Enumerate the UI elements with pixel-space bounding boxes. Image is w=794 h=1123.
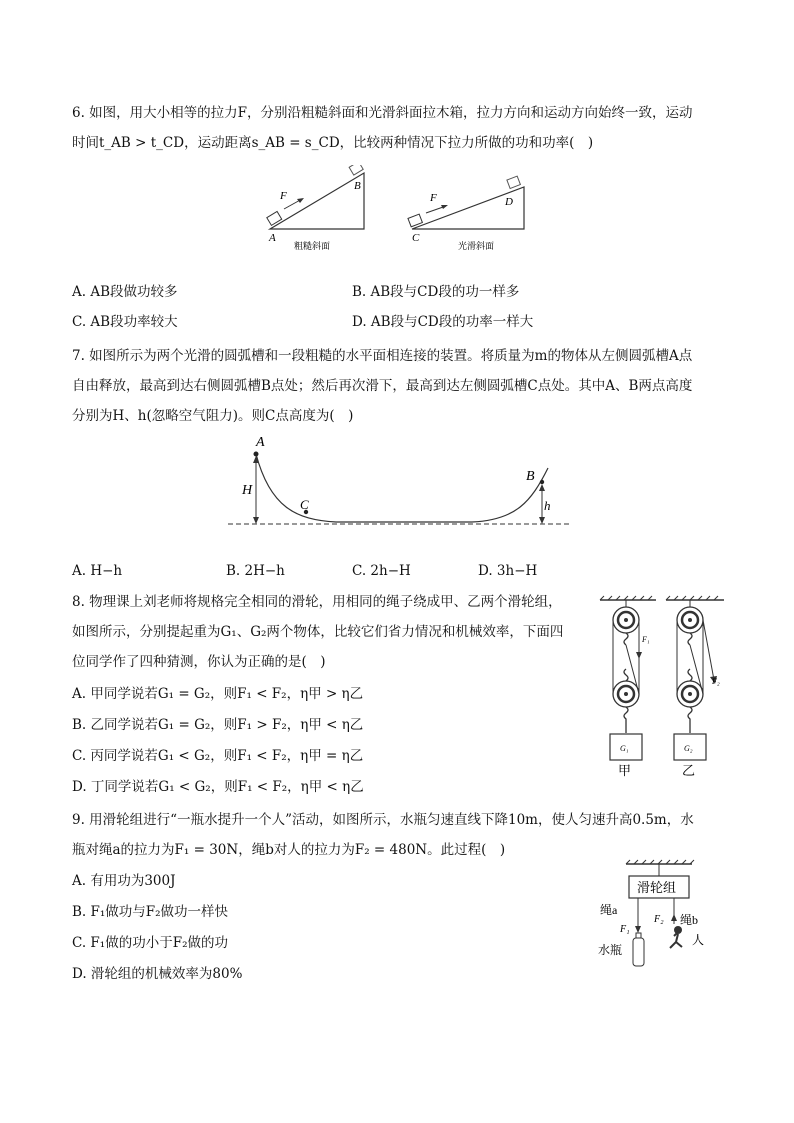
q6-stem-line1: 6. 如图，用大小相等的拉力F，分别沿粗糙斜面和光滑斜面拉木箱，拉力方向和运动方向始终一致，运动 — [72, 105, 693, 121]
q8-option-a: A. 甲同学说若G₁ = G₂，则F₁ < F₂，η甲 > η乙 — [72, 686, 364, 702]
q7-option-c: C. 2h−H — [352, 563, 411, 579]
q8-option-d: D. 丁同学说若G₁ < G₂，则F₁ < F₂，η甲 < η乙 — [72, 779, 364, 795]
q7-label-h-big: H — [242, 483, 253, 498]
q8-label-g1: G₁ — [620, 744, 629, 753]
q6-label-f2: F — [430, 192, 437, 204]
q6-option-d: D. AB段与CD段的功率一样大 — [352, 314, 534, 330]
q9-option-d: D. 滑轮组的机械效率为80% — [72, 966, 243, 982]
q8-stem-line2: 如图所示，分别提起重为G₁、G₂两个物体，比较它们省力情况和机械效率，下面四 — [72, 624, 564, 640]
q7-track-figure — [226, 432, 572, 532]
q7-option-d: D. 3h−H — [478, 563, 538, 579]
q8-label-g2: G₂ — [684, 744, 693, 753]
q7-stem-line2: 自由释放，最高到达右侧圆弧槽B点处；然后再次滑下，最高到达左侧圆弧槽C点处。其中A、B两点高度 — [72, 378, 693, 394]
q6-label-b: B — [354, 180, 361, 192]
q7-option-b: B. 2H−h — [226, 563, 285, 579]
q6-caption-rough: 粗糙斜面 — [294, 241, 331, 251]
q9-stem-line2: 瓶对绳a的拉力为F₁ = 30N，绳b对人的拉力为F₂ = 480N。此过程( ) — [72, 842, 506, 858]
q7-option-a: A. H−h — [72, 563, 123, 579]
q9-option-a: A. 有用功为300J — [72, 873, 176, 889]
q6-option-a: A. AB段做功较多 — [72, 284, 178, 300]
q6-stem-line2: 时间t_AB > t_CD，运动距离s_AB = s_CD，比较两种情况下拉力所做的功和功率( ) — [72, 135, 594, 151]
q8-option-b: B. 乙同学说若G₁ = G₂，则F₁ > F₂，η甲 < η乙 — [72, 717, 364, 733]
q8-label-f1: F₁ — [642, 635, 650, 644]
q7-label-a: A — [256, 435, 265, 450]
q6-option-b: B. AB段与CD段的功一样多 — [352, 284, 520, 300]
q8-option-c: C. 丙同学说若G₁ < G₂，则F₁ < F₂，η甲 = η乙 — [72, 748, 364, 764]
q6-label-a: A — [269, 232, 276, 244]
q9-f1-label: F₁ — [620, 924, 630, 935]
q9-rope-b-label: 绳b — [680, 913, 699, 927]
q8-stem-line3: 位同学作了四种猜测，你认为正确的是( ) — [72, 654, 326, 670]
q8-label-f2: F₂ — [712, 677, 720, 686]
q7-label-c: C — [300, 497, 309, 512]
q8-pulley-figure — [598, 594, 734, 780]
q9-stem-line1: 9. 用滑轮组进行“一瓶水提升一个人”活动，如图所示，水瓶匀速直线下降10m，使人匀速升高0.5m，水 — [72, 812, 694, 828]
q9-person-label: 人 — [692, 933, 705, 947]
q9-f2-label: F₂ — [654, 914, 664, 925]
q8-caption-yi: 乙 — [682, 763, 696, 778]
q9-bottle-label: 水瓶 — [598, 943, 623, 957]
q8-caption-jia: 甲 — [618, 763, 632, 778]
q8-stem-line1: 8. 物理课上刘老师将规格完全相同的滑轮，用相同的绳子绕成甲、乙两个滑轮组， — [72, 594, 562, 610]
q6-label-d: D — [505, 196, 513, 208]
q9-rope-a-label: 绳a — [600, 903, 618, 917]
q6-label-c: C — [412, 232, 420, 244]
q9-option-b: B. F₁做功与F₂做功一样快 — [72, 904, 229, 920]
q9-option-c: C. F₁做的功小于F₂做的功 — [72, 935, 228, 951]
q9-bottle-person-figure — [596, 856, 726, 976]
q6-option-c: C. AB段功率较大 — [72, 314, 178, 330]
q7-stem-line3: 分别为H、h(忽略空气阻力)。则C点高度为( ) — [72, 408, 354, 424]
q7-label-b: B — [526, 469, 535, 484]
q7-label-h-small: h — [544, 498, 551, 513]
q9-pulley-box-label: 滑轮组 — [637, 880, 677, 895]
q7-stem-line1: 7. 如图所示为两个光滑的圆弧槽和一段粗糙的水平面相连接的装置。将质量为m的物体从左侧圆弧槽A点 — [72, 348, 693, 364]
q6-incline-figure — [260, 165, 540, 255]
q6-caption-smooth: 光滑斜面 — [458, 241, 495, 251]
q6-label-f1: F — [280, 190, 287, 202]
